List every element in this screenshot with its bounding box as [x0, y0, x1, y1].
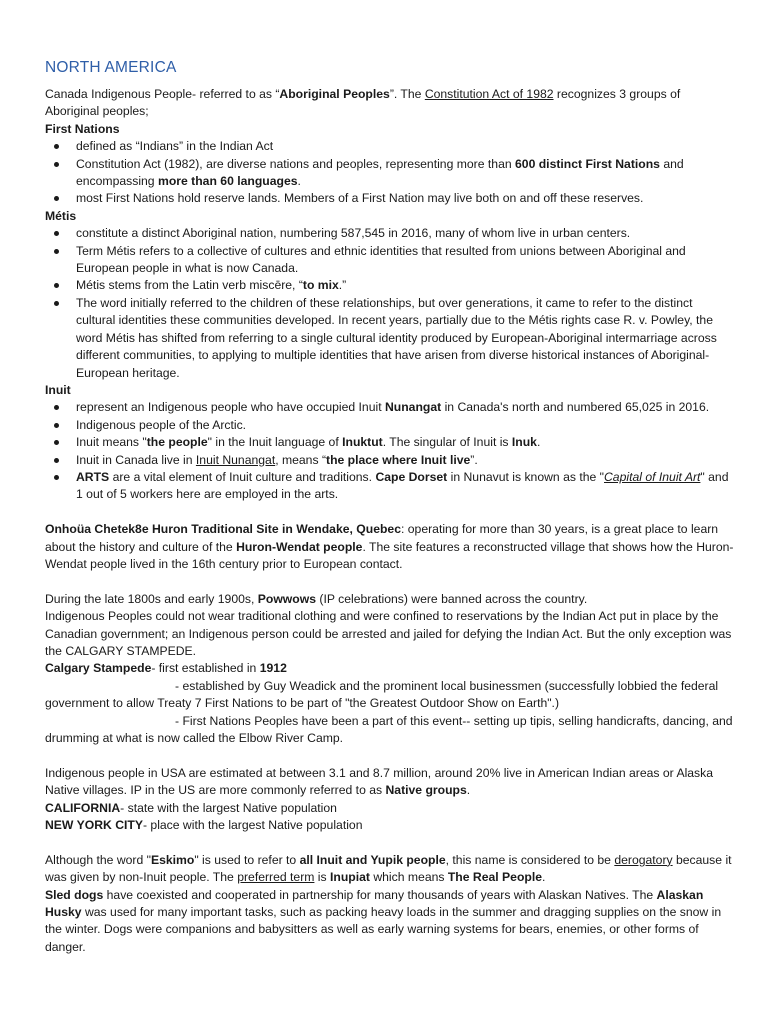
text-run: . The singular of Inuit is	[382, 435, 512, 450]
section-heading: First Nations	[45, 121, 120, 136]
text-run: in Nunavut is known as the "	[447, 469, 604, 484]
bold-term: more than 60 languages	[157, 174, 298, 189]
stampede-detail-line: drumming at what is now called the Elbow River Camp.	[45, 731, 344, 745]
list-item	[45, 399, 735, 416]
text-run: .	[297, 174, 301, 189]
inuit-list	[45, 399, 735, 503]
list-item	[45, 243, 735, 278]
list-item	[45, 156, 735, 191]
usa-paragraph	[45, 765, 735, 800]
list-item	[45, 295, 735, 382]
text-run: Métis stems from the Latin verb miscēre, “	[76, 278, 303, 293]
text-run: - state with the largest Native population	[120, 800, 337, 815]
text-run: , this name is considered to be	[445, 852, 615, 867]
bold-term: Onhoüa Chetek8e Huron Traditional Site in Wendake, Quebec	[45, 522, 401, 537]
text-run: Term Métis refers to a collective of cultures and ethnic identities that resulted from unions between Aboriginal and European people in what is now Canada.	[76, 243, 686, 276]
bold-term: Sled dogs	[45, 887, 104, 902]
text-run: Inuit in Canada live in	[76, 452, 196, 467]
new-york-line	[45, 817, 735, 834]
bold-term: Inuk	[511, 435, 537, 450]
text-run: Indigenous people of the Arctic.	[76, 417, 247, 432]
text-run: was used for many important tasks, such as packing heavy loads in the summer and dragging supplies on the snow in the winter. Dogs were companions and babysitters as well as early warning systems for bears, enemies, or other forms of danger.	[45, 905, 722, 954]
metis-list	[45, 225, 735, 382]
sled-dogs-paragraph	[45, 887, 735, 957]
text-run: defined as “Indians” in the Indian Act	[76, 139, 274, 154]
document-page	[45, 58, 735, 956]
list-item	[45, 138, 735, 155]
eskimo-paragraph	[45, 852, 735, 887]
bold-term: Inuktut	[342, 435, 383, 450]
text-run: because it was given by non-Inuit people. The	[45, 852, 732, 885]
bold-term: Huron-Wendat people	[236, 539, 363, 554]
text-run: During the late 1800s and early 1900s,	[45, 591, 258, 606]
page-title: NORTH AMERICA	[45, 59, 177, 76]
list-item	[45, 452, 735, 469]
text-run: represent an Indigenous people who have occupied Inuit	[76, 400, 385, 415]
text-run: which means	[369, 870, 448, 885]
text-run: - first established in	[151, 661, 260, 676]
stampede-detail-line: government to allow Treaty 7 First Nations to be part of "the Greatest Outdoor Show on Earth".)	[45, 696, 560, 711]
bold-term: 600 distinct First Nations	[515, 156, 660, 171]
text-run: : operating for more than 30 years, is a great place to learn about the history and culture of the	[45, 522, 719, 554]
list-item	[45, 190, 735, 207]
list-item	[45, 225, 735, 242]
text-run: . The site features a reconstructed village that shows how the Huron-Wendat people lived in the 16th century prior to European contact.	[45, 539, 734, 571]
indian-act-paragraph: Indigenous Peoples could not wear traditional clothing and were confined to reservations by the Indian Act put in place by the Canadian government; an Indigenous person could be arrested and jailed for defying the Indian Act. But the only exception was the CALGARY STAMPEDE.	[45, 609, 732, 658]
text-run: Canada Indigenous People- referred to as “	[45, 87, 280, 101]
section-heading: Inuit	[45, 382, 71, 397]
huron-paragraph	[45, 521, 735, 573]
list-item	[45, 434, 735, 451]
bold-term: the people	[146, 435, 208, 450]
bold-term: CALIFORNIA	[45, 800, 121, 815]
list-item	[45, 277, 735, 294]
underlined-term: Inuit Nunangat	[195, 452, 276, 467]
text-run: - place with the largest Native population	[142, 818, 363, 833]
section-heading: Métis	[45, 208, 77, 223]
bold-term: Aboriginal Peoples	[279, 87, 390, 101]
text-run: " is used to refer to	[194, 852, 300, 867]
text-run: recognizes 3 groups of Aboriginal peoples;	[45, 87, 681, 119]
stampede-detail-line: - First Nations Peoples have been a part of this event-- setting up tipis, selling handicrafts, dancing, and	[175, 713, 733, 728]
text-run: .”	[338, 278, 347, 293]
bold-term: Native groups	[385, 783, 467, 798]
text-run: have coexisted and cooperated in partnership for many thousands of years with Alaskan Natives. The	[103, 887, 657, 902]
bold-term: all Inuit and Yupik people	[299, 852, 446, 867]
bold-term: ARTS	[76, 469, 110, 484]
inuit-heading	[45, 382, 735, 399]
text-run: ”.	[470, 452, 478, 467]
california-line	[45, 800, 735, 817]
text-run: Although the word "	[45, 852, 151, 867]
bold-term: Inupiat	[330, 870, 370, 885]
italic-underlined-term: Capital of Inuit Art	[604, 469, 701, 484]
bold-term: Cape Dorset	[375, 469, 448, 484]
bold-term: Nunangat	[384, 400, 442, 415]
text-run: constitute a distinct Aboriginal nation, numbering 587,545 in 2016, many of whom live in urban centers.	[76, 226, 631, 241]
powwow-paragraph	[45, 591, 735, 608]
text-run: .	[466, 783, 471, 798]
text-run: (IP celebrations) were banned across the country.	[316, 591, 588, 606]
stampede-detail-line: - established by Guy Weadick and the prominent local businessmen (successfully lobbied the federal	[175, 678, 719, 693]
bold-term: NEW YORK CITY	[45, 818, 143, 833]
text-run: ”. The	[389, 87, 425, 101]
list-item	[45, 469, 735, 504]
intro-paragraph	[45, 86, 735, 121]
bold-term: to mix	[302, 278, 339, 293]
bold-term: Alaskan Husky	[45, 887, 704, 920]
underlined-term: derogatory	[614, 852, 673, 867]
text-run: is	[314, 870, 330, 885]
bold-term: Calgary Stampede	[45, 661, 152, 676]
first-nations-heading	[45, 121, 735, 138]
text-run: .	[542, 870, 546, 885]
text-run: " and 1 out of 5 workers here are employed in the arts.	[76, 469, 729, 502]
first-nations-list	[45, 138, 735, 208]
text-run: most First Nations hold reserve lands. Members of a First Nation may live both on and off these reserves.	[76, 191, 644, 206]
bold-term: Powwows	[257, 591, 316, 606]
text-run: " in the Inuit language of	[207, 435, 343, 450]
bold-term: the place where Inuit live	[326, 452, 471, 467]
bold-term: Eskimo	[150, 852, 195, 867]
metis-heading	[45, 208, 735, 225]
text-run: Indigenous people in USA are estimated at between 3.1 and 8.7 million, around 20% live in American Indian areas or Alaska Native villages. IP in the US are more commonly referred to as	[45, 765, 714, 798]
text-run: in Canada's north and numbered 65,025 in 2016.	[441, 400, 710, 415]
underlined-term: Constitution Act of 1982	[424, 87, 554, 101]
text-run: The word initially referred to the children of these relationships, but over generations, it came to refer to the distinct cultural identities these communities developed. In recent years, partially due to the Métis rights case R. v. Powley, the word Métis has shifted from referring to a single cultural identity produced by European-Aboriginal intermarriage across different communities, to applying to multiple identities that have arisen from diverse historical instances of Aboriginal-European heritage.	[76, 295, 717, 380]
stampede-line	[45, 660, 735, 677]
text-run: , means “	[275, 452, 327, 467]
bold-term: 1912	[259, 661, 287, 676]
underlined-term: preferred term	[237, 870, 315, 885]
text-run: are a vital element of Inuit culture and traditions.	[109, 469, 376, 484]
text-run: .	[536, 435, 541, 450]
text-run: Inuit means "	[76, 435, 147, 450]
text-run: and encompassing	[76, 156, 684, 189]
list-item	[45, 417, 735, 434]
bold-term: The Real People	[447, 870, 543, 885]
text-run: Constitution Act (1982), are diverse nations and peoples, representing more than	[76, 156, 516, 171]
